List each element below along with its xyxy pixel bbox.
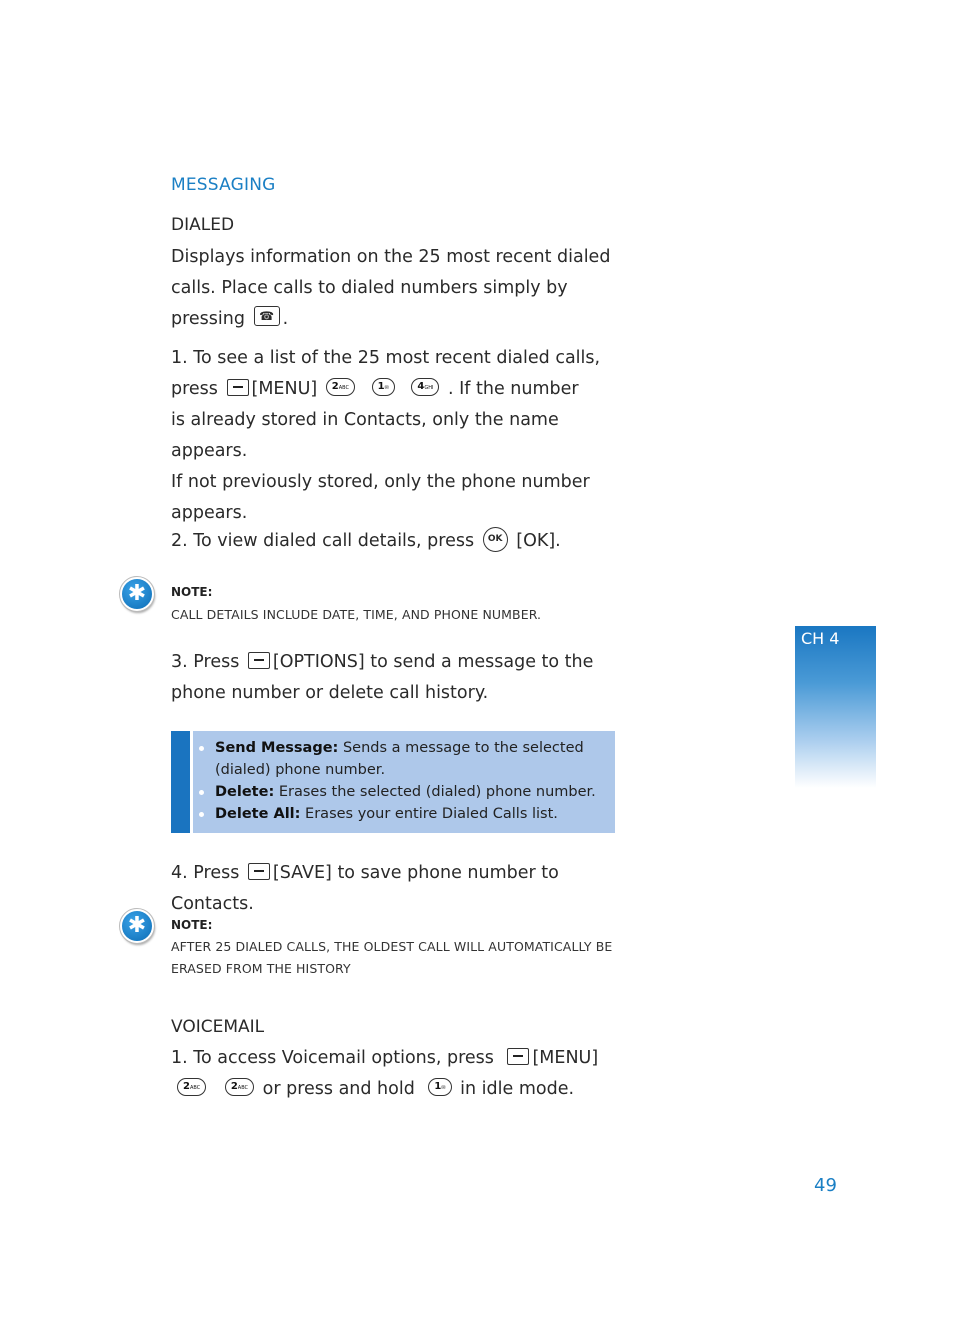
chapter-label: CH 4 (801, 629, 840, 648)
key-letters: ABC (189, 1085, 201, 1091)
key-number: 1 (377, 381, 385, 392)
keypad-key-icon (225, 1078, 254, 1096)
step-text: 2. To view dialed call details, press (171, 531, 475, 551)
bullet-desc: Erases the selected (dialed) phone number. (274, 784, 596, 800)
step-text: 4. Press (171, 863, 240, 883)
dialed-step-1 (171, 343, 631, 529)
dialed-intro (171, 242, 631, 335)
intro-text: pressing (171, 309, 245, 329)
keypad-key-icon (372, 378, 395, 396)
dialed-step-2 (171, 526, 631, 557)
key-number: 2 (331, 381, 339, 392)
section-title: MESSAGING (171, 175, 276, 195)
send-key-icon: ☎ (254, 306, 280, 326)
step-line: 1. To see a list of the 25 most recent dialed calls, (171, 348, 601, 368)
step-text: [SAVE] to save phone number to Contacts. (171, 863, 559, 914)
dialed-step-4 (171, 858, 641, 920)
key-number: 1 (434, 1081, 442, 1092)
bullet-desc: Sends a message to the selected (dialed) phone number. (215, 740, 584, 778)
bullet-term: Delete: (215, 784, 275, 800)
step-line (171, 1074, 641, 1105)
soft-key-icon (248, 863, 270, 880)
note-line: ERASED FROM THE HISTORY (171, 961, 351, 976)
note-text: CALL DETAILS INCLUDE DATE, TIME, AND PHONE NUMBER. (171, 607, 542, 622)
dialed-step-3 (171, 647, 631, 709)
note-text (171, 936, 641, 980)
menu-label: [MENU] (532, 1048, 599, 1068)
step-text: [OK]. (516, 531, 561, 551)
step-text: . If the number (448, 379, 579, 399)
step-text: or press and hold (262, 1079, 415, 1099)
voicemail-step-1 (171, 1043, 641, 1105)
step-line: If not previously stored, only the phone number (171, 472, 590, 492)
dialed-heading: DIALED (171, 215, 235, 235)
step-text: in idle mode. (460, 1079, 575, 1099)
soft-key-icon (227, 379, 249, 396)
step-line: phone number or delete call history. (171, 683, 489, 703)
step-line: is already stored in Contacts, only the name appears. (171, 410, 559, 461)
list-item (199, 803, 603, 825)
bullet-desc: Erases your entire Dialed Calls list. (300, 806, 558, 822)
note-label: NOTE: (171, 918, 213, 932)
step-text: press (171, 379, 218, 399)
bullet-term: Send Message: (215, 740, 339, 756)
step-line (171, 374, 631, 405)
bullet-term: Delete All: (215, 806, 301, 822)
step-line: appears. (171, 503, 248, 523)
note-asterisk-icon: ✱ (120, 577, 154, 611)
intro-line: calls. Place calls to dialed numbers simply by (171, 278, 568, 298)
key-letters: ✉ (441, 1085, 446, 1091)
keypad-key-icon (411, 378, 439, 396)
step-line (171, 1043, 641, 1074)
list-item (199, 737, 603, 781)
step-text: 1. To access Voicemail options, press (171, 1048, 494, 1068)
intro-text: . (282, 309, 289, 329)
intro-line (171, 304, 631, 335)
soft-key-icon (248, 652, 270, 669)
step-text: 3. Press (171, 652, 240, 672)
keypad-key-icon (428, 1078, 451, 1096)
key-letters: ✉ (384, 385, 389, 391)
page-number: 49 (814, 1175, 837, 1196)
bullet-box-bar (171, 731, 190, 833)
chapter-tab (795, 626, 876, 788)
key-letters: GHI (424, 385, 434, 391)
note-asterisk-icon: ✱ (120, 909, 154, 943)
soft-key-icon (507, 1048, 529, 1065)
keypad-key-icon (177, 1078, 206, 1096)
intro-line: Displays information on the 25 most recent dialed (171, 247, 611, 267)
note-line: AFTER 25 DIALED CALLS, THE OLDEST CALL WILL AUTOMATICALLY BE (171, 939, 613, 954)
voicemail-heading: VOICEMAIL (171, 1017, 265, 1037)
step-text: [OPTIONS] to send a message to the (272, 652, 594, 672)
list-item (199, 781, 603, 803)
step-line (171, 647, 631, 678)
key-letters: ABC (237, 1085, 249, 1091)
options-bullet-box (171, 731, 615, 833)
options-list (199, 737, 603, 825)
key-letters: ABC (338, 385, 350, 391)
key-number: 2 (183, 1081, 190, 1092)
menu-label: [MENU] (251, 379, 318, 399)
key-number: 4 (417, 381, 425, 392)
keypad-key-icon (326, 378, 355, 396)
note-label: NOTE: (171, 585, 213, 599)
key-number: 2 (230, 1081, 238, 1092)
ok-key-icon: OK (483, 527, 508, 552)
